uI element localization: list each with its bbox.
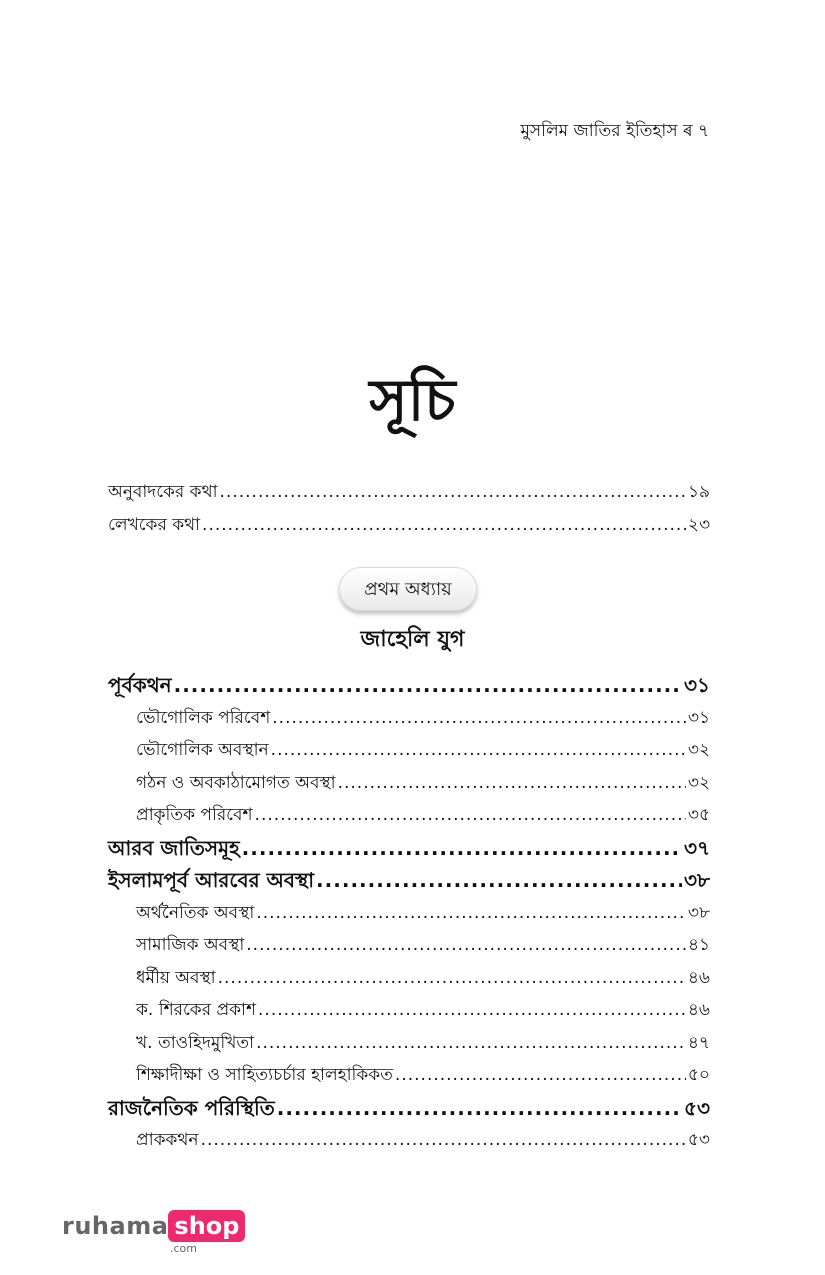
toc-subsection[interactable]	[108, 929, 710, 962]
toc-leader-dots	[316, 864, 682, 897]
toc-entry-label: খ. তাওহিদমুখিতা	[136, 1032, 255, 1053]
toc-entry-page: ৩৮	[687, 902, 710, 923]
toc-subsection[interactable]	[108, 962, 710, 995]
toc-entry-page: ৪৬	[687, 1000, 710, 1020]
toc-entry-label: রাজনৈতিক পরিস্থিতি	[108, 1095, 275, 1120]
toc-leader-dots	[202, 509, 686, 542]
toc-entry-label: শিক্ষাদীক্ষা ও সাহিত্যচর্চার হালহাকিকত	[136, 1065, 393, 1085]
toc-leader-dots	[277, 1092, 682, 1125]
toc-entry-page: ৩১	[687, 707, 710, 728]
toc-entry-page: ৩৮	[684, 868, 710, 892]
toc-entry-label: লেখকের কথা	[108, 514, 201, 535]
toc-subsection[interactable]	[108, 1124, 710, 1157]
toc-entry-page: ৩৫	[687, 805, 710, 825]
toc-entry-page: ৪৭	[687, 1032, 710, 1053]
toc-entry-page: ৫৩	[687, 1130, 710, 1150]
toc-subsection[interactable]	[108, 1027, 710, 1060]
toc-section[interactable]	[108, 669, 710, 702]
toc-leader-dots	[256, 1027, 686, 1060]
chapter-number-badge: প্রথম অধ্যায়	[339, 567, 477, 611]
toc-leader-dots	[218, 962, 686, 995]
toc-leader-dots	[338, 767, 686, 800]
toc-entry-label: প্রাককথন	[136, 1130, 199, 1150]
watermark-shop-box: shop	[168, 1210, 245, 1242]
toc-leader-dots	[258, 994, 686, 1027]
toc-entry-label: ভৌগোলিক অবস্থান	[136, 740, 269, 760]
toc-entry-page: ৩১	[684, 673, 710, 697]
toc-entry-page: ৫৩	[684, 1095, 710, 1120]
toc-entry-page: ৩৭	[683, 835, 710, 860]
toc-entry-label: ভৌগোলিক পরিবেশ	[136, 707, 271, 728]
toc-entry-label: ধর্মীয় অবস্থা	[136, 967, 216, 988]
toc-entry-label: পূর্বকথন	[108, 673, 172, 697]
toc-section[interactable]	[108, 832, 710, 865]
toc-leader-dots	[272, 702, 686, 735]
toc-entry[interactable]	[108, 476, 710, 509]
toc-subsection[interactable]	[108, 1059, 710, 1092]
toc-subsection[interactable]	[108, 767, 710, 800]
toc-entry-page: ৪৬	[687, 967, 710, 988]
toc-entry-label: ইসলামপূর্ব আরবের অবস্থা	[108, 868, 315, 892]
toc-entry-page: ৩২	[687, 740, 710, 760]
running-header: মুসলিম জাতির ইতিহাস ৰ ৭	[520, 121, 709, 141]
toc-entry-label: আরব জাতিসমূহ	[108, 835, 240, 860]
toc-leader-dots	[246, 929, 686, 962]
toc-leader-dots	[271, 734, 686, 767]
toc-entry-label: অর্থনৈতিক অবস্থা	[136, 902, 255, 923]
toc-section[interactable]	[108, 864, 710, 897]
chapter-title: জাহেলি যুগ	[360, 627, 465, 652]
watermark-logo	[62, 1210, 245, 1260]
toc-entry-label: অনুবাদকের কথা	[108, 482, 218, 502]
toc-leader-dots	[242, 832, 682, 865]
toc-entry-label: প্রাকৃতিক পরিবেশ	[136, 805, 253, 825]
page-title: সূচি	[369, 366, 456, 434]
toc-leader-dots	[201, 1124, 686, 1157]
toc-entry-page: ১৯	[687, 482, 710, 502]
front-matter-list	[108, 476, 710, 541]
watermark-text: ruhama	[62, 1212, 169, 1240]
toc-section[interactable]	[108, 1092, 710, 1125]
toc-leader-dots	[256, 897, 686, 930]
toc-entry-page: ৪১	[687, 935, 710, 955]
toc-entry-page: ৩২	[687, 772, 710, 793]
toc-leader-dots	[220, 476, 686, 509]
toc-subsection[interactable]	[108, 897, 710, 930]
toc-leader-dots	[174, 669, 682, 702]
toc-list	[108, 669, 710, 1157]
toc-leader-dots	[395, 1059, 686, 1092]
toc-entry-page: ২৩	[687, 514, 710, 535]
toc-entry[interactable]	[108, 509, 710, 542]
toc-subsection[interactable]	[108, 994, 710, 1027]
watermark-domain: .com	[170, 1242, 197, 1255]
toc-entry-label: সামাজিক অবস্থা	[136, 935, 245, 955]
toc-entry-label: ক. শিরকের প্রকাশ	[136, 1000, 257, 1020]
toc-leader-dots	[255, 799, 686, 832]
toc-subsection[interactable]	[108, 734, 710, 767]
toc-entry-page: ৫০	[687, 1065, 710, 1085]
toc-entry-label: গঠন ও অবকাঠামোগত অবস্থা	[136, 772, 336, 793]
toc-subsection[interactable]	[108, 799, 710, 832]
toc-subsection[interactable]	[108, 702, 710, 735]
